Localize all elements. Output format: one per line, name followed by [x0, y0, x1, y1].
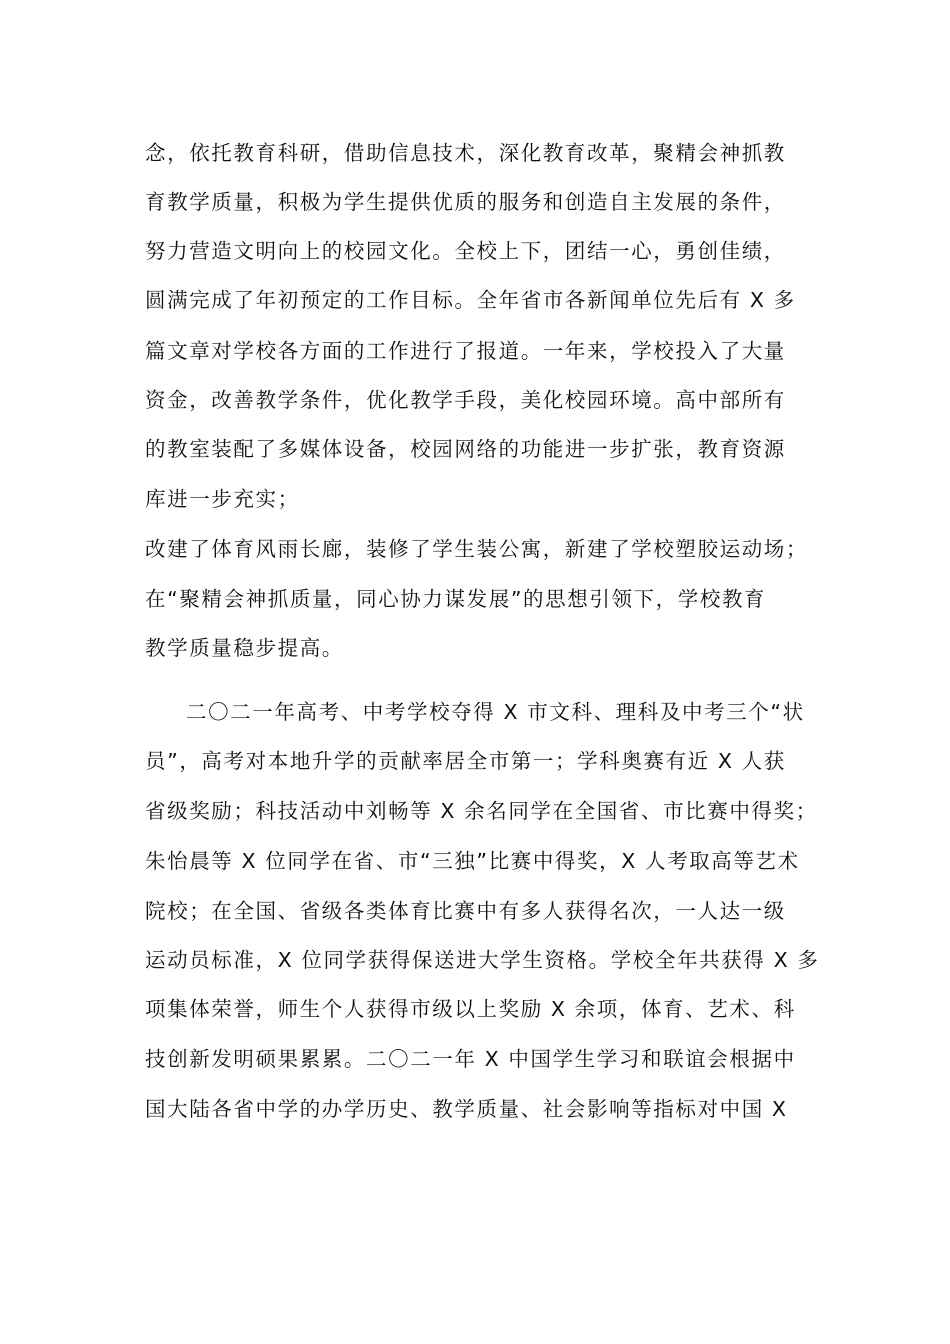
text-line: 国大陆各省中学的办学历史、教学质量、社会影响等指标对中国 X	[145, 1097, 788, 1121]
text-line: 篇文章对学校各方面的工作进行了报道。一年来，学校投入了大量	[145, 339, 786, 363]
text-line: 资金，改善教学条件，优化教学手段，美化校园环境。高中部所有	[145, 388, 786, 412]
text-line: 二〇二一年高考、中考学校夺得 X 市文科、理科及中考三个“状	[186, 700, 805, 724]
text-line: 院校；在全国、省级各类体育比赛中有多人获得名次，一人达一级	[145, 899, 786, 923]
text-line: 教学质量稳步提高。	[145, 636, 344, 660]
text-line: 省级奖励；科技活动中刘畅等 X 余名同学在全国省、市比赛中得奖；	[145, 799, 818, 823]
text-line: 库进一步充实；	[145, 487, 300, 511]
text-line: 努力营造文明向上的校园文化。全校上下，团结一心，勇创佳绩，	[145, 239, 786, 263]
text-line: 员”，高考对本地升学的贡献率居全市第一；学科奥赛有近 X 人获	[145, 749, 786, 773]
text-line: 项集体荣誉，师生个人获得市级以上奖励 X 余项，体育、艺术、科	[145, 997, 796, 1021]
text-line: 运动员标准，X 位同学获得保送进大学生资格。学校全年共获得 X 多	[145, 948, 820, 972]
text-line: 改建了体育风雨长廊，装修了学生装公寓，新建了学校塑胶运动场；	[145, 537, 808, 561]
text-line: 技创新发明硕果累累。二〇二一年 X 中国学生学习和联谊会根据中	[145, 1047, 796, 1071]
text-line: 育教学质量，积极为学生提供优质的服务和创造自主发展的条件，	[145, 190, 786, 214]
text-line: 念，依托教育科研，借助信息技术，深化教育改革，聚精会神抓教	[145, 141, 786, 165]
text-line: 圆满完成了年初预定的工作目标。全年省市各新闻单位先后有 X 多	[145, 288, 796, 312]
text-line: 朱怡晨等 X 位同学在省、市“三独”比赛中得奖，X 人考取高等艺术	[145, 849, 800, 873]
text-line: 在“聚精会神抓质量，同心协力谋发展”的思想引领下，学校教育	[145, 587, 767, 611]
text-line: 的教室装配了多媒体设备，校园网络的功能进一步扩张，教育资源	[145, 437, 786, 461]
